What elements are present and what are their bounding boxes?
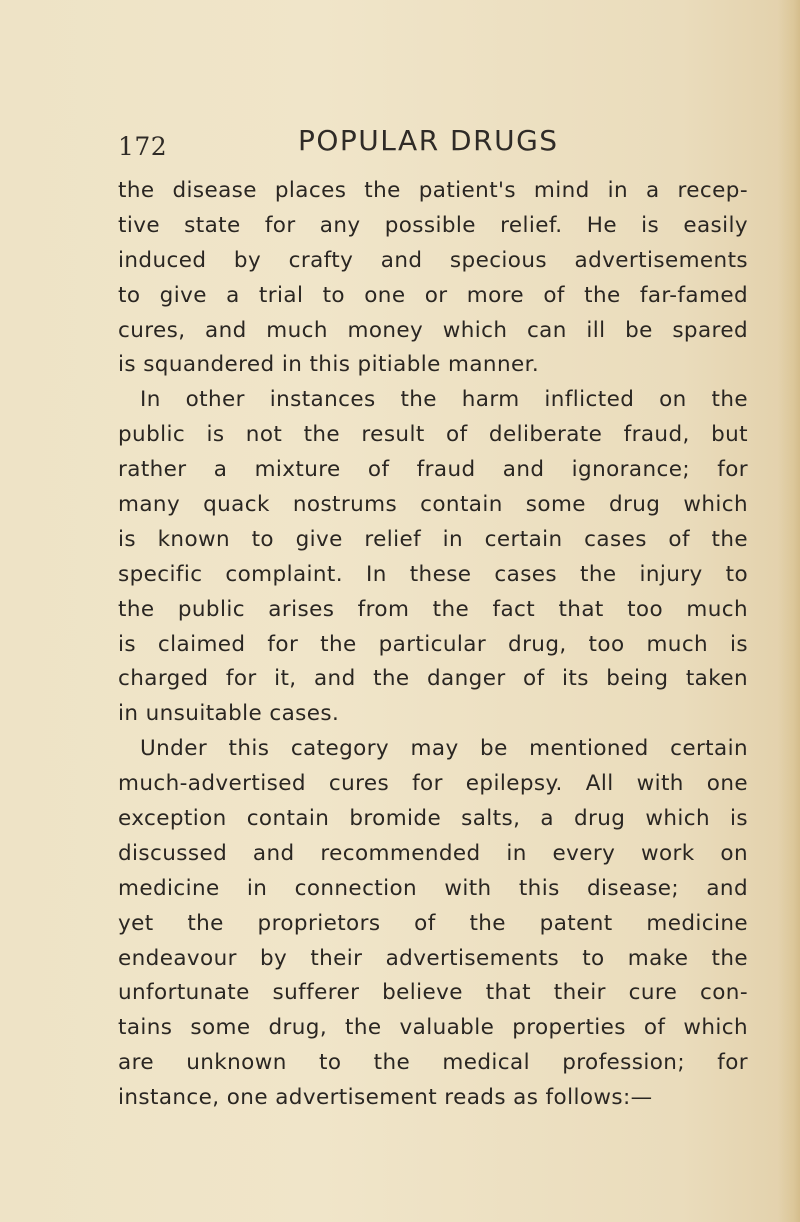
text-line: induced by crafty and specious advertisements [118, 247, 748, 273]
page-number: 172 [118, 132, 168, 161]
text-line: the disease places the patient's mind in a recep- [118, 178, 748, 203]
page-edge-shadow [778, 0, 800, 1222]
text-line: in unsuitable cases. [118, 701, 340, 727]
text-line: are unknown to the medical profession; for [118, 1050, 748, 1076]
text-line: In other instances the harm inflicted on the [140, 387, 748, 413]
text-line: public is not the result of deliberate fraud, but [118, 422, 748, 448]
text-line: endeavour by their advertisements to make the [118, 945, 748, 971]
text-line: cures, and much money which can ill be spared [118, 317, 748, 343]
text-line: tive state for any possible relief. He is easily [118, 212, 748, 238]
text-line: to give a trial to one or more of the far-famed [118, 282, 748, 308]
text-line: medicine in connection with this disease; and [118, 875, 748, 901]
text-line: many quack nostrums contain some drug which [118, 492, 748, 518]
text-line: much-advertised cures for epilepsy. All with one [118, 771, 748, 797]
text-line: instance, one advertisement reads as follows:— [118, 1085, 653, 1111]
text-line: exception contain bromide salts, a drug which is [118, 806, 748, 832]
text-line: specific complaint. In these cases the injury to [118, 561, 748, 587]
text-line: discussed and recommended in every work on [118, 840, 748, 866]
text-line: is claimed for the particular drug, too much is [118, 631, 748, 657]
text-line: rather a mixture of fraud and ignorance; for [118, 457, 748, 483]
text-line: Under this category may be mentioned certain [140, 736, 748, 762]
body-text [118, 174, 748, 1116]
text-line: yet the proprietors of the patent medicine [118, 910, 748, 936]
text-line: charged for it, and the danger of its being taken [118, 666, 748, 692]
text-line: is known to give relief in certain cases of the [118, 526, 748, 552]
running-title: POPULAR DRUGS [298, 124, 559, 157]
page-header [118, 124, 678, 164]
text-line: tains some drug, the valuable properties of which [118, 1015, 748, 1041]
text-line: unfortunate sufferer believe that their cure con- [118, 980, 748, 1006]
text-line: the public arises from the fact that too much [118, 596, 748, 622]
text-line: is squandered in this pitiable manner. [118, 352, 540, 378]
